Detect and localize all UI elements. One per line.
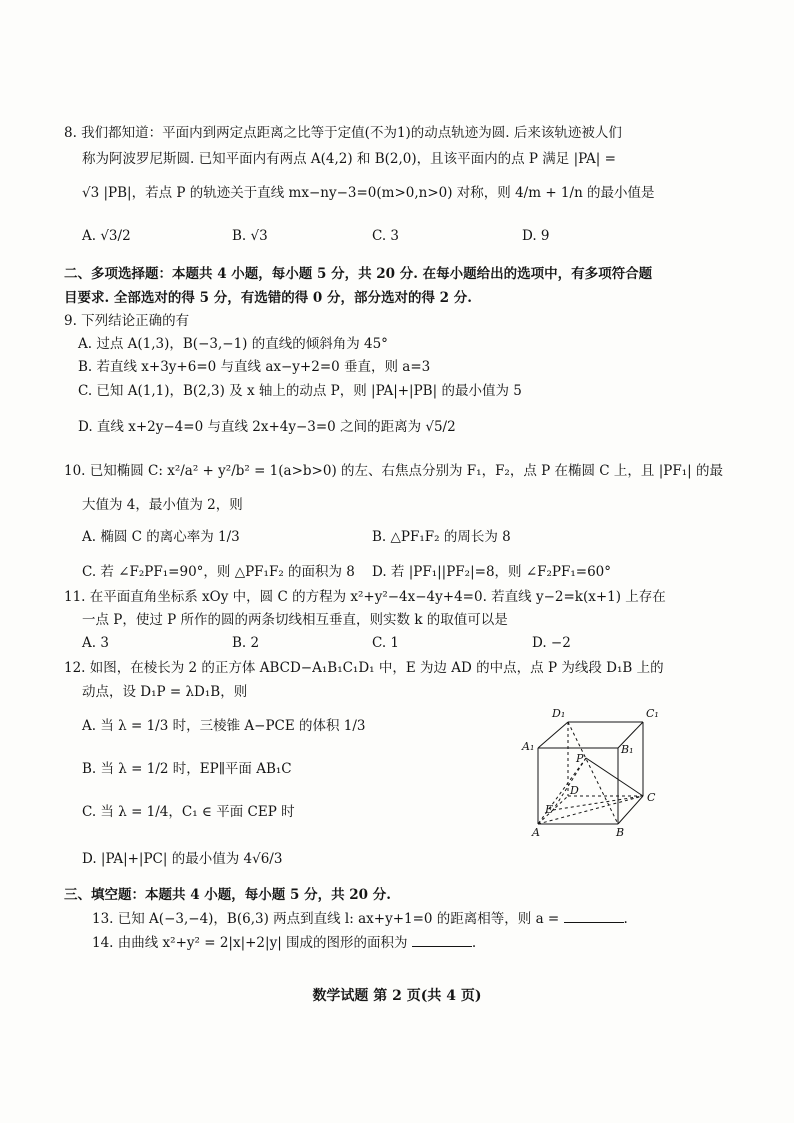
q12-option-c: C. 当 λ = 1/4，C₁ ∈ 平面 CEP 时	[82, 804, 295, 820]
q9-option-d: D. 直线 x+2y−4=0 与直线 2x+4y−3=0 之间的距离为 √5/2	[78, 419, 456, 435]
q12-line1: 12. 如图，在棱长为 2 的正方体 ABCD−A₁B₁C₁D₁ 中，E 为边 AD 的中点，点 P 为线段 D₁B 上的	[64, 660, 664, 676]
q14-text	[92, 934, 476, 952]
edge-a1d1	[538, 722, 568, 748]
q8-option-a: A. √3/2	[82, 228, 131, 244]
q14-end: .	[471, 935, 477, 951]
q12-line2: 动点，设 D₁P = λD₁B，则	[82, 684, 248, 700]
q11-option-a: A. 3	[82, 635, 109, 651]
q11-line1: 11. 在平面直角坐标系 xOy 中，圆 C 的方程为 x²+y²−4x−4y+4=0. 若直线 y−2=k(x+1) 上存在	[64, 589, 666, 605]
q11-line2: 一点 P，使过 P 所作的圆的两条切线相互垂直，则实数 k 的取值可以是	[82, 612, 508, 628]
q11-option-b: B. 2	[232, 635, 260, 651]
label-d: D	[570, 784, 579, 797]
q13-end: .	[623, 911, 628, 927]
q11-option-d: D. −2	[532, 635, 571, 651]
q10-option-c: C. 若 ∠F₂PF₁=90°，则 △PF₁F₂ 的面积为 8	[82, 564, 355, 580]
label-c1: C₁	[646, 707, 659, 720]
q10-line1: 10. 已知椭圆 C: x²/a² + y²/b² = 1(a>b>0) 的左、右焦点分别为 F₁，F₂，点 P 在椭圆 C 上，且 |PF₁| 的最	[64, 463, 723, 479]
page-footer: 数学试题 第 2 页(共 4 页)	[312, 988, 482, 1004]
cube-figure	[508, 700, 668, 840]
q10-option-d: D. 若 |PF₁||PF₂|=8，则 ∠F₂PF₁=60°	[372, 564, 612, 580]
q11-option-c: C. 1	[372, 635, 400, 651]
section2-heading-line2: 目要求. 全部选对的得 5 分，有选错的得 0 分，部分选对的得 2 分.	[64, 290, 472, 306]
q12-option-b: B. 当 λ = 1/2 时，EP∥平面 AB₁C	[82, 761, 292, 777]
label-b1: B₁	[621, 743, 634, 756]
q8-option-d: D. 9	[522, 228, 550, 244]
q8-line3: √3 |PB|，若点 P 的轨迹关于直线 mx−ny−3=0(m>0,n>0) 对称，则 4/m + 1/n 的最小值是	[82, 185, 655, 201]
label-p: P	[576, 752, 584, 765]
q8-line2: 称为阿波罗尼斯圆. 已知平面内有两点 A(4,2) 和 B(2,0)，且该平面内的点 P 满足 |PA| =	[82, 151, 616, 167]
section2-heading-line1: 二、多项选择题：本题共 4 小题，每小题 5 分，共 20 分. 在每小题给出的选项中，有多项符合题	[64, 266, 653, 282]
section3-heading: 三、填空题：本题共 4 小题，每小题 5 分，共 20 分.	[64, 887, 391, 903]
q9-option-c: C. 已知 A(1,1)，B(2,3) 及 x 轴上的动点 P，则 |PA|+|PB| 的最小值为 5	[78, 383, 522, 399]
q8-option-b: B. √3	[232, 228, 268, 244]
q8-option-c: C. 3	[372, 228, 400, 244]
q13-text	[92, 910, 628, 928]
label-c: C	[647, 791, 656, 804]
label-d1: D₁	[552, 707, 566, 720]
edge-bc	[618, 796, 643, 824]
label-a1: A₁	[522, 740, 535, 753]
q8-line1: 8. 我们都知道：平面内到两定点距离之比等于定值(不为1)的动点轨迹为圆. 后来该轨迹被人们	[64, 125, 622, 141]
q10-line2: 大值为 4，最小值为 2，则	[82, 497, 243, 513]
label-e: E	[545, 803, 554, 816]
q12-option-a: A. 当 λ = 1/3 时，三棱锥 A−PCE 的体积 1/3	[82, 718, 366, 734]
q9-option-a: A. 过点 A(1,3)，B(−3,−1) 的直线的倾斜角为 45°	[78, 336, 388, 352]
q9-stem: 9. 下列结论正确的有	[64, 313, 190, 329]
label-b: B	[616, 826, 625, 839]
q9-option-b: B. 若直线 x+3y+6=0 与直线 ax−y+2=0 垂直，则 a=3	[78, 359, 431, 375]
q12-option-d: D. |PA|+|PC| 的最小值为 4√6/3	[82, 851, 283, 867]
q10-option-b: B. △PF₁F₂ 的周长为 8	[372, 529, 511, 545]
q14-stem: 14. 由曲线 x²+y² = 2|x|+2|y| 围成的图形的面积为	[92, 935, 408, 951]
q13-answer-blank[interactable]	[564, 922, 624, 923]
q10-option-a: A. 椭圆 C 的离心率为 1/3	[82, 529, 240, 545]
q13-stem: 13. 已知 A(−3,−4)，B(6,3) 两点到直线 l: ax+y+1=0 的距离相等，则 a =	[92, 911, 560, 927]
label-a: A	[532, 826, 540, 839]
q14-answer-blank[interactable]	[412, 946, 472, 947]
